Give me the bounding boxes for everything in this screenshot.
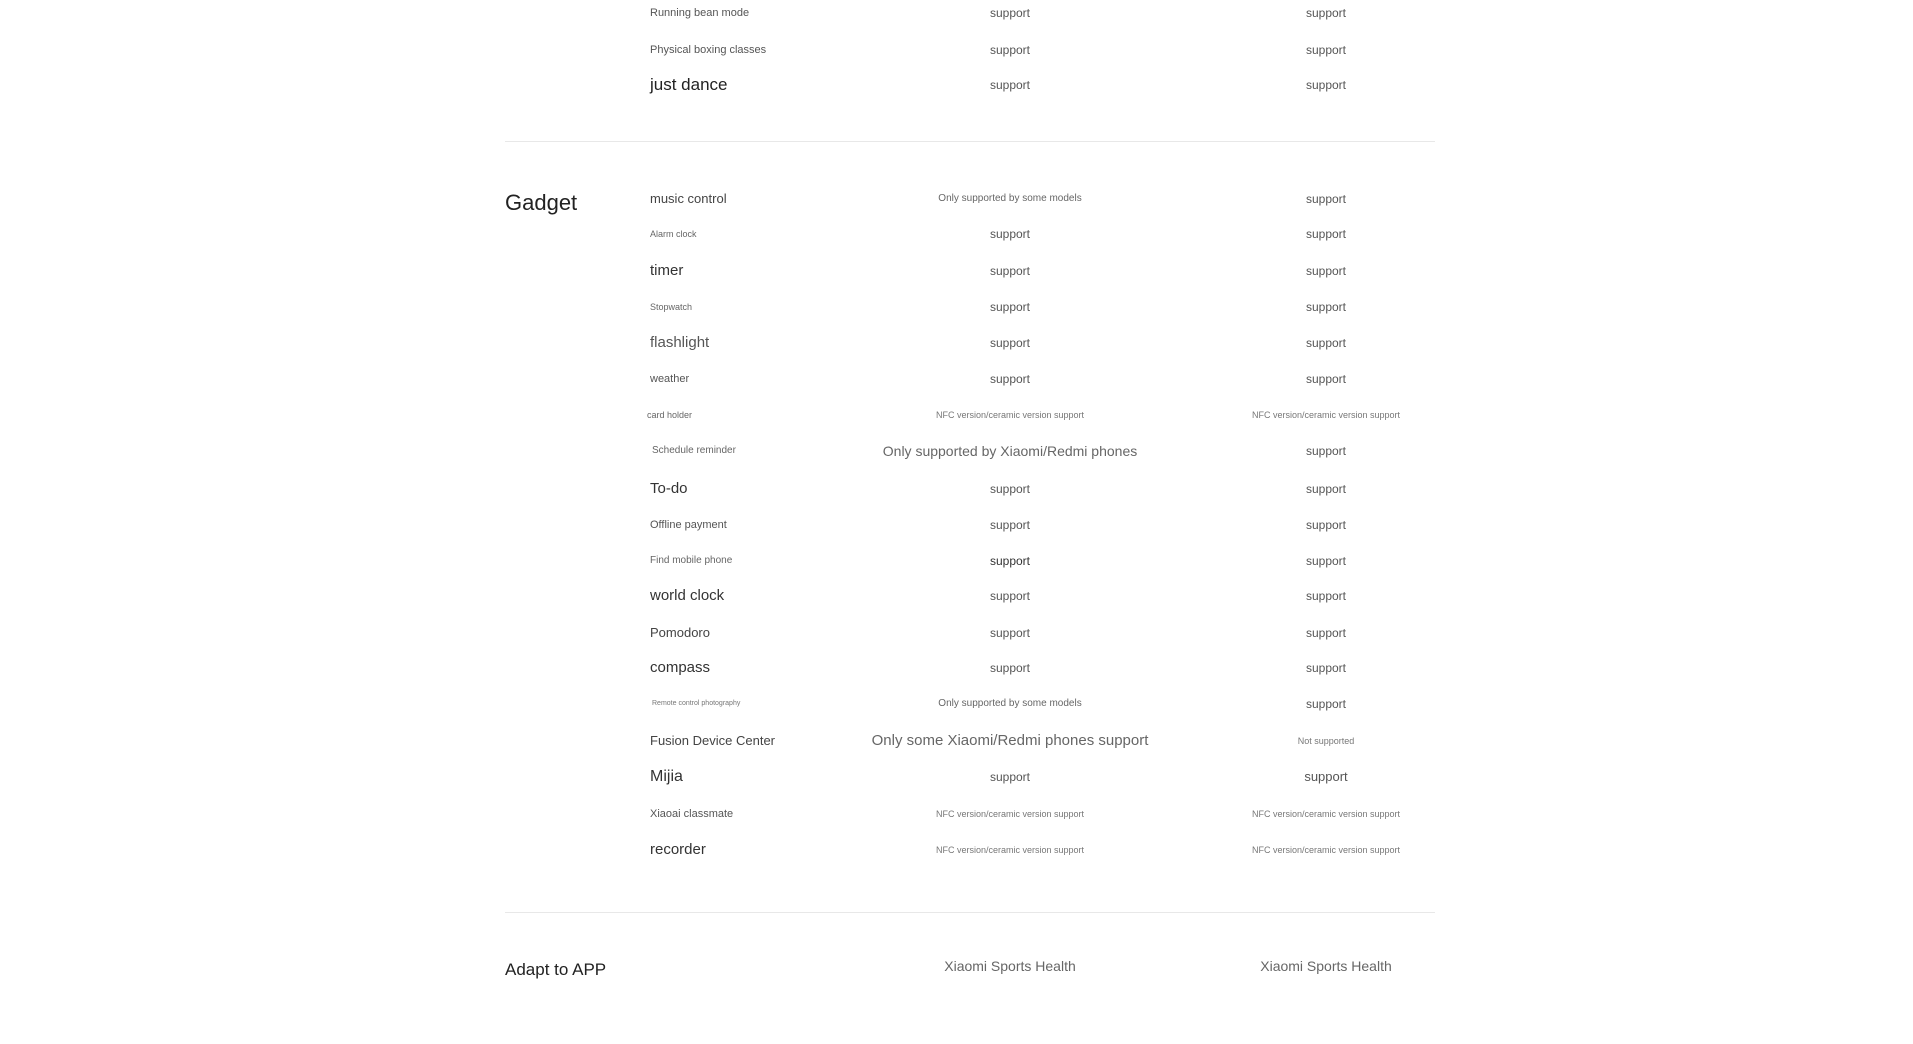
table-row: [0, 656, 1913, 680]
support-value: support: [1305, 300, 1347, 314]
support-value: support: [989, 6, 1031, 20]
support-value: support: [989, 43, 1031, 57]
feature-label: Remote control photography: [652, 700, 741, 707]
support-value: support: [1305, 554, 1347, 568]
support-value: support: [989, 770, 1031, 784]
support-value: support: [989, 227, 1031, 241]
support-value: NFC version/ceramic version support: [935, 845, 1085, 855]
support-value: support: [1305, 697, 1347, 711]
support-value: Only some Xiaomi/Redmi phones support: [871, 732, 1149, 749]
feature-label: world clock: [650, 587, 725, 604]
support-value: support: [1305, 192, 1347, 206]
support-value: support: [1305, 264, 1347, 278]
section-divider: [505, 912, 1435, 913]
feature-label: recorder: [650, 841, 706, 858]
feature-label: Running bean mode: [650, 7, 750, 19]
feature-label: Pomodoro: [650, 625, 710, 640]
support-value: NFC version/ceramic version support: [1251, 410, 1401, 420]
support-value: support: [1305, 518, 1347, 532]
table-row: [0, 621, 1913, 645]
support-value: support: [1305, 626, 1347, 640]
app-value: Xiaomi Sports Health: [1260, 958, 1392, 974]
table-row: [0, 584, 1913, 608]
support-value: NFC version/ceramic version support: [1251, 845, 1401, 855]
table-row: [0, 802, 1913, 826]
feature-label: Find mobile phone: [650, 555, 733, 566]
feature-label: timer: [650, 262, 684, 279]
table-row: [0, 367, 1913, 391]
table-row: [0, 73, 1913, 97]
feature-label: Fusion Device Center: [650, 733, 775, 748]
support-value: support: [1305, 43, 1347, 57]
support-value: support: [1305, 336, 1347, 350]
feature-label: just dance: [650, 75, 728, 94]
support-value: support: [989, 300, 1031, 314]
feature-label: card holder: [647, 410, 693, 420]
section-title-adapt: Adapt to APP: [505, 960, 607, 979]
feature-label: Xiaoai classmate: [650, 808, 734, 820]
support-value: support: [1305, 6, 1347, 20]
feature-label: compass: [650, 659, 711, 676]
support-value: Only supported by some models: [938, 698, 1082, 709]
support-value: NFC version/ceramic version support: [935, 410, 1085, 420]
table-row: [0, 295, 1913, 319]
support-value: support: [1305, 482, 1347, 496]
support-value: support: [1305, 227, 1347, 241]
support-value: support: [989, 518, 1031, 532]
table-row: [0, 331, 1913, 355]
feature-label: Alarm clock: [650, 229, 697, 239]
support-value: NFC version/ceramic version support: [1251, 809, 1401, 819]
feature-label: flashlight: [650, 334, 710, 351]
support-value: support: [1304, 769, 1348, 784]
support-value: support: [989, 554, 1031, 568]
support-value: Not supported: [1297, 736, 1355, 746]
table-row: [0, 838, 1913, 862]
table-row: [0, 187, 1913, 211]
support-value: support: [989, 264, 1031, 278]
feature-label: Schedule reminder: [652, 445, 736, 456]
app-value: Xiaomi Sports Health: [944, 958, 1076, 974]
feature-label: To-do: [650, 480, 688, 497]
support-value: support: [1305, 372, 1347, 386]
support-value: support: [1305, 444, 1347, 458]
support-value: support: [1305, 78, 1347, 92]
support-value: Only supported by some models: [938, 193, 1082, 204]
feature-label: Mijia: [650, 768, 683, 785]
section-divider: [505, 141, 1435, 142]
support-value: support: [989, 482, 1031, 496]
support-value: support: [1305, 661, 1347, 675]
table-row: [0, 222, 1913, 246]
table-row: [0, 259, 1913, 283]
table-row: [0, 477, 1913, 501]
table-row: [0, 729, 1913, 753]
table-row: [0, 765, 1913, 789]
table-row: [0, 513, 1913, 537]
feature-label: music control: [650, 191, 727, 206]
support-value: support: [989, 626, 1031, 640]
feature-label: weather: [650, 373, 690, 385]
support-value: support: [989, 78, 1031, 92]
feature-label: Offline payment: [650, 519, 727, 531]
table-row: [0, 549, 1913, 573]
table-row: [0, 38, 1913, 62]
support-value: support: [989, 661, 1031, 675]
table-row: [0, 954, 1913, 978]
support-value: support: [989, 372, 1031, 386]
support-value: Only supported by Xiaomi/Redmi phones: [882, 443, 1138, 459]
feature-label: Stopwatch: [650, 302, 693, 312]
section-title-gadget: Gadget: [505, 190, 578, 215]
feature-label: Physical boxing classes: [650, 44, 767, 56]
support-value: NFC version/ceramic version support: [935, 809, 1085, 819]
support-value: support: [989, 336, 1031, 350]
support-value: support: [989, 589, 1031, 603]
support-value: support: [1305, 589, 1347, 603]
table-row: [0, 1, 1913, 25]
table-row: [0, 403, 1913, 427]
table-row: [0, 692, 1913, 716]
table-row: [0, 439, 1913, 463]
